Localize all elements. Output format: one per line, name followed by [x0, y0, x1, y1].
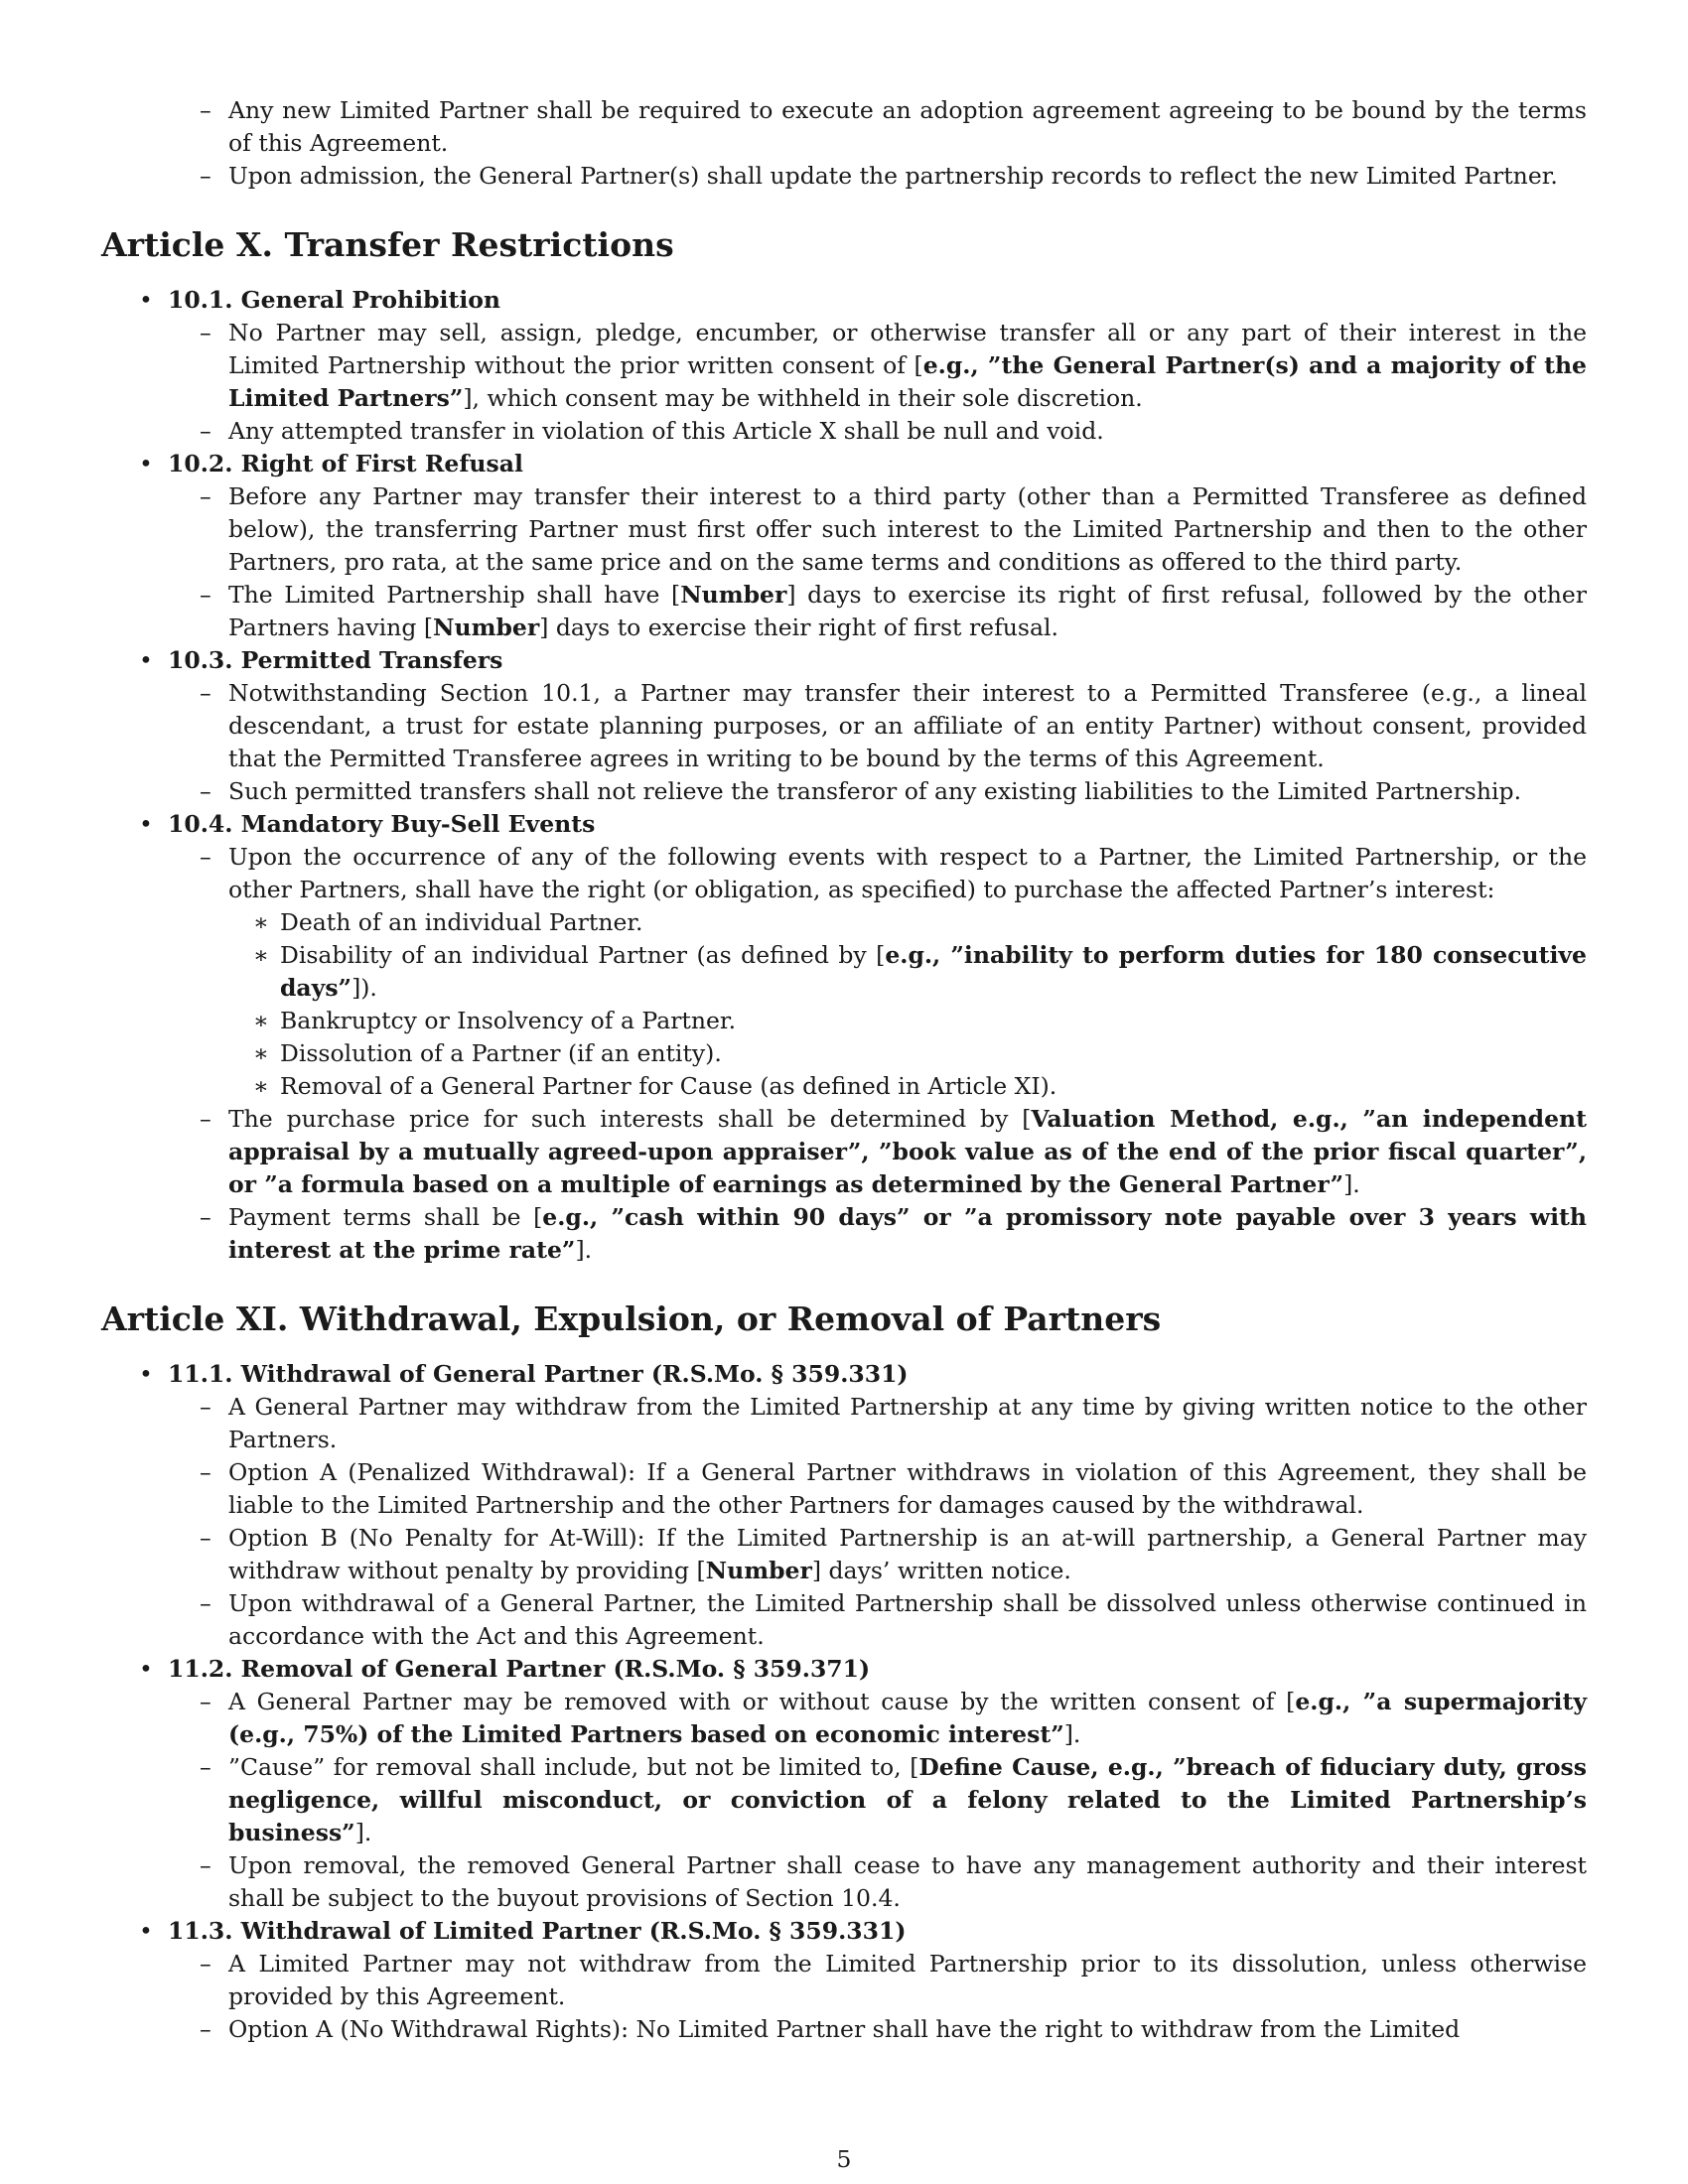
event-item: ∗ Dissolution of a Partner (if an entity). — [101, 1037, 1587, 1070]
list-item: – Any new Limited Partner shall be required to execute an adoption agreement agreeing to be bound by the terms of this Agreement. — [101, 94, 1587, 160]
list-item: – The purchase price for such interests shall be determined by [Valuation Method, e.g., ”an independent appraisal by a mutually agreed-upon appraiser”, ”book value as of the end of the prior fiscal quarter”, or ”a formula based on a multiple of earnings as determined by the General Partner”]. — [101, 1103, 1587, 1201]
list-item: – Notwithstanding Section 10.1, a Partner may transfer their interest to a Permitted Transferee (e.g., a lineal descendant, a trust for estate planning purposes, or an affiliate of an entity Partner) without consent, provided that the Permitted Transferee agrees in writing to be bound by the terms of this Agreement. — [101, 677, 1587, 775]
section-heading: • 11.1. Withdrawal of General Partner (R.S.Mo. § 359.331) — [101, 1358, 1587, 1391]
article-x-heading: Article X. Transfer Restrictions — [101, 225, 674, 264]
list-item: – No Partner may sell, assign, pledge, encumber, or otherwise transfer all or any part of their interest in the Limited Partnership without the prior written consent of [e.g., ”the General Partner(s) and a majority of the Limited Partners”], which consent may be withheld in their sole discretion. — [101, 317, 1587, 415]
section-11-2 — [101, 1653, 1587, 1915]
event-item: ∗ Disability of an individual Partner (as defined by [e.g., ”inability to perform duties for 180 consecutive days”]). — [101, 939, 1587, 1005]
list-item: – Upon admission, the General Partner(s) shall update the partnership records to reflect the new Limited Partner. — [101, 160, 1587, 193]
list-item: – Upon removal, the removed General Partner shall cease to have any management authority and their interest shall be subject to the buyout provisions of Section 10.4. — [101, 1849, 1587, 1915]
event-item: ∗ Death of an individual Partner. — [101, 906, 1587, 939]
intro-list — [101, 94, 1587, 193]
section-10-3 — [101, 644, 1587, 808]
placeholder-text: e.g., ”a supermajority (e.g., 75%) of the Limited Partners based on economic interest” — [228, 1688, 1587, 1748]
list-item: – A Limited Partner may not withdraw from the Limited Partnership prior to its dissolution, unless otherwise provided by this Agreement. — [101, 1948, 1587, 2013]
event-item: ∗ Bankruptcy or Insolvency of a Partner. — [101, 1005, 1587, 1037]
article-xi-heading: Article XI. Withdrawal, Expulsion, or Removal of Partners — [101, 1299, 1162, 1338]
placeholder-text: Number — [433, 614, 540, 641]
section-11-3 — [101, 1915, 1587, 2046]
section-heading: • 10.3. Permitted Transfers — [101, 644, 1587, 677]
list-item: – Option A (Penalized Withdrawal): If a General Partner withdraws in violation of this Agreement, they shall be liable to the Limited Partnership and the other Partners for damages caused by the withdrawal. — [101, 1456, 1587, 1522]
list-item: – Any attempted transfer in violation of this Article X shall be null and void. — [101, 415, 1587, 448]
section-heading: • 10.1. General Prohibition — [101, 284, 1587, 317]
list-item: – A General Partner may be removed with or without cause by the written consent of [e.g., ”a supermajority (e.g., 75%) of the Limited Partners based on economic interest”]. — [101, 1686, 1587, 1751]
list-item: – The Limited Partnership shall have [Number] days to exercise its right of first refusal, followed by the other Partners having [Number] days to exercise their right of first refusal. — [101, 579, 1587, 644]
placeholder-text: e.g., ”the General Partner(s) and a majority of the Limited Partners” — [228, 351, 1587, 412]
section-heading: • 10.2. Right of First Refusal — [101, 448, 1587, 480]
section-10-4 — [101, 808, 1587, 1267]
section-heading: • 11.3. Withdrawal of Limited Partner (R.S.Mo. § 359.331) — [101, 1915, 1587, 1948]
placeholder-text: e.g., ”inability to perform duties for 180 consecutive days” — [280, 941, 1588, 1002]
section-11-1 — [101, 1358, 1587, 1653]
page-number: 5 — [836, 2145, 852, 2173]
list-item: – Upon withdrawal of a General Partner, the Limited Partnership shall be dissolved unless otherwise continued in accordance with the Act and this Agreement. — [101, 1587, 1587, 1653]
section-heading: • 11.2. Removal of General Partner (R.S.Mo. § 359.371) — [101, 1653, 1587, 1686]
section-10-1 — [101, 284, 1587, 448]
event-item: ∗ Removal of a General Partner for Cause (as defined in Article XI). — [101, 1070, 1587, 1103]
list-item: – ”Cause” for removal shall include, but not be limited to, [Define Cause, e.g., ”breach of fiduciary duty, gross negligence, willful misconduct, or conviction of a felony related to the Limited Partnership’s business”]. — [101, 1751, 1587, 1849]
list-item: – Upon the occurrence of any of the following events with respect to a Partner, the Limited Partnership, or the other Partners, shall have the right (or obligation, as specified) to purchase the affected Partner’s interest: — [101, 841, 1587, 906]
list-item: – Payment terms shall be [e.g., ”cash within 90 days” or ”a promissory note payable over 3 years with interest at the prime rate”]. — [101, 1201, 1587, 1267]
section-10-2 — [101, 448, 1587, 644]
placeholder-text: Number — [705, 1557, 812, 1584]
list-item: – Option B (No Penalty for At-Will): If the Limited Partnership is an at-will partnership, a General Partner may withdraw without penalty by providing [Number] days’ written notice. — [101, 1522, 1587, 1587]
list-item: – Such permitted transfers shall not relieve the transferor of any existing liabilities to the Limited Partnership. — [101, 775, 1587, 808]
list-item: – A General Partner may withdraw from the Limited Partnership at any time by giving written notice to the other Partners. — [101, 1391, 1587, 1456]
list-item: – Option A (No Withdrawal Rights): No Limited Partner shall have the right to withdraw from the Limited — [101, 2013, 1587, 2046]
placeholder-text: Number — [680, 581, 787, 609]
list-item: – Before any Partner may transfer their interest to a third party (other than a Permitted Transferee as defined below), the transferring Partner must first offer such interest to the Limited Partnership and then to the other Partners, pro rata, at the same price and on the same terms and conditions as offered to the third party. — [101, 480, 1587, 579]
placeholder-text: e.g., ”cash within 90 days” or ”a promissory note payable over 3 years with interest at the prime rate” — [228, 1203, 1587, 1264]
placeholder-text: Define Cause, e.g., ”breach of fiduciary duty, gross negligence, willful misconduct, or conviction of a felony related to the Limited Partnership’s business” — [228, 1753, 1587, 1846]
section-heading: • 10.4. Mandatory Buy-Sell Events — [101, 808, 1587, 841]
placeholder-text: Valuation Method, e.g., ”an independent appraisal by a mutually agreed-upon appraiser”, ”book value as of the end of the prior fiscal quarter”, or ”a formula based on a multiple of earnings as determined by the General Partner” — [228, 1105, 1587, 1198]
